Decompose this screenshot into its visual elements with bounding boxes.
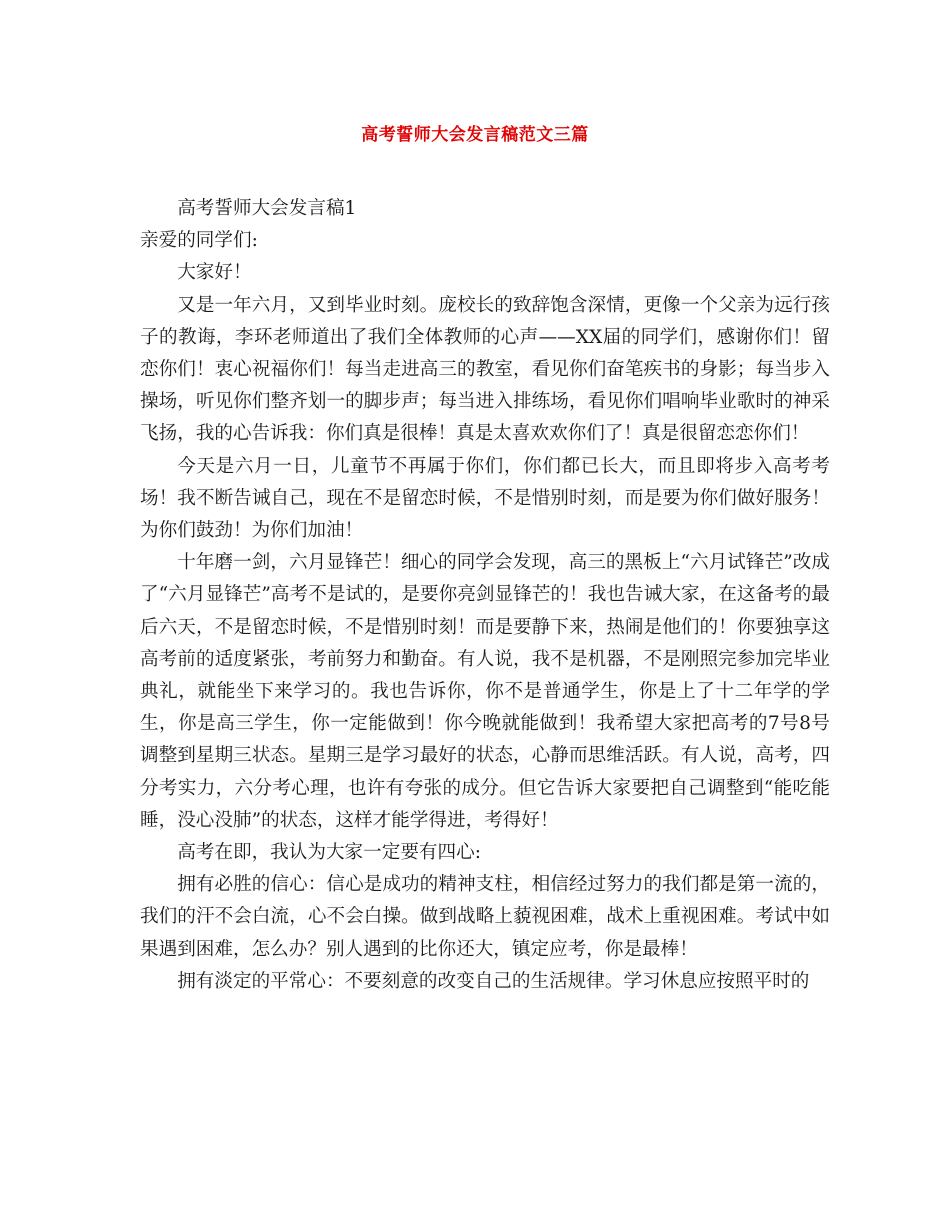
paragraph: 拥有必胜的信心：信心是成功的精神支柱，相信经过努力的我们都是第一流的，我们的汗不会白流，心不会白操。做到战略上藐视困难，战术上重视困难。考试中如果遇到困难，怎么办？别人遇到的比你还大，镇定应考，你是最棒！ — [140, 874, 830, 960]
paragraph: 今天是六月一日，儿童节不再属于你们，你们都已长大，而且即将步入高考考场！我不断告诫自己，现在不是留恋时候，不是惜别时刻，而是要为你们做好服务！为你们鼓劲！为你们加油！ — [140, 455, 830, 542]
paragraph: 又是一年六月，又到毕业时刻。庞校长的致辞饱含深情，更像一个父亲为远行孩子的教诲，李环老师道出了我们全体教师的心声——XX届的同学们，感谢你们！留恋你们！衷心祝福你们！每当走进高三的教室，看见你们奋笔疾书的身影；每当步入操场，听见你们整齐划一的脚步声；每当进入排练场，看见你们唱响毕业歌时的神采飞扬，我的心告诉我：你们真是很棒！真是太喜欢欢你们了！真是很留恋恋你们！ — [140, 294, 830, 445]
document-body — [140, 193, 830, 998]
document-title: 高考誓师大会发言稿范文三篇 — [361, 125, 589, 145]
greeting: 大家好！ — [177, 262, 252, 284]
paragraph: 拥有淡定的平常心：不要刻意的改变自己的生活规律。学习休息应按照平时的 — [177, 970, 810, 992]
paragraph: 高考在即，我认为大家一定要有四心: — [177, 842, 481, 864]
section-heading: 高考誓师大会发言稿1 — [177, 198, 357, 219]
paragraph: 十年磨一剑，六月显锋芒！细心的同学会发现，高三的黑板上“六月试锋芒”改成了“六月显锋芒”高考不是试的，是要你亮剑显锋芒的！我也告诫大家，在这备考的最后六天，不是留恋时候，不是惜别时刻！而是要静下来，热闹是他们的！你要独享这高考前的适度紧张，考前努力和勤奋。有人说，我不是机器，不是刚照完参加完毕业典礼，就能坐下来学习的。我也告诉你，你不是普通学生，你是上了十二年学的学生，你是高三学生，你一定能做到！你今晚就能做到！我希望大家把高考的7号8号调整到星期三状态。星期三是学习最好的状态，心静而思维活跃。有人说，高考，四分考实力，六分考心理，也许有夸张的成分。但它告诉大家要把自己调整到“能吃能睡，没心没肺”的状态，这样才能学得进，考得好！ — [140, 552, 830, 831]
salutation: 亲爱的同学们: — [140, 230, 258, 252]
